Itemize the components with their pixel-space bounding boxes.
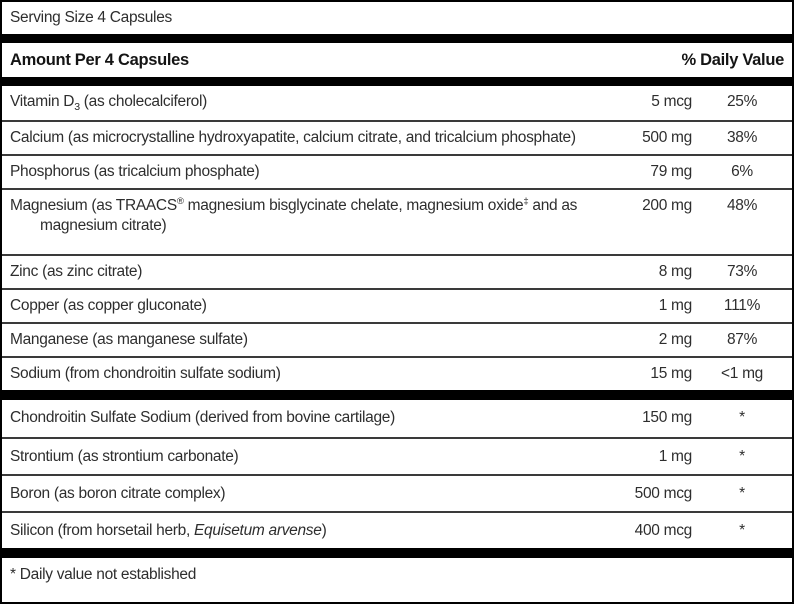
nutrient-daily-value: 87% (726, 331, 758, 348)
nutrient-name: Strontium (as strontium carbonate) (10, 448, 239, 465)
nutrient-name: Calcium (as microcrystalline hydroxyapatite, calcium citrate, and tricalcium phosphate) (10, 129, 576, 146)
nutrient-daily-value: * (739, 409, 745, 426)
amount-per-header: Amount Per 4 Capsules (10, 50, 189, 69)
section-divider-bar (2, 548, 792, 558)
nutrient-amount: 1 mg (658, 448, 692, 465)
nutrient-name: Chondroitin Sulfate Sodium (derived from bovine cartilage) (10, 409, 395, 426)
nutrient-daily-value: * (739, 522, 745, 539)
nutrient-name: Zinc (as zinc citrate) (10, 263, 143, 280)
nutrient-name: Copper (as copper gluconate) (10, 297, 207, 314)
nutrient-row (2, 400, 792, 437)
nutrient-amount: 400 mcg (634, 522, 692, 539)
serving-size-text: Serving Size 4 Capsules (10, 9, 172, 26)
nutrient-name: Sodium (from chondroitin sulfate sodium) (10, 365, 281, 382)
nutrient-name: Phosphorus (as tricalcium phosphate) (10, 163, 260, 180)
nutrient-daily-value: * (739, 448, 745, 465)
nutrient-row (2, 154, 792, 188)
nutrient-daily-value: 25% (726, 93, 758, 110)
nutrient-row (2, 511, 792, 548)
nutrient-row (2, 120, 792, 154)
nutrient-daily-value: <1 mg (720, 365, 763, 382)
nutrient-row (2, 254, 792, 288)
nutrient-name: Silicon (from horsetail herb, Equisetum arvense) (10, 522, 327, 539)
nutrient-row (2, 356, 792, 390)
nutrient-daily-value: * (739, 485, 745, 502)
nutrient-amount: 1 mg (658, 297, 692, 314)
nutrient-amount: 15 mg (650, 365, 692, 382)
footnote-text: * Daily value not established (10, 566, 197, 583)
section-divider-bar (2, 77, 792, 86)
section-divider-bar (2, 390, 792, 400)
nutrient-daily-value: 48% (726, 197, 758, 214)
nutrient-name: Vitamin $D_3$ (as cholecalciferol) (10, 93, 208, 114)
nutrient-row (2, 86, 792, 120)
nutrient-daily-value: 73% (726, 263, 758, 280)
nutrient-daily-value: 38% (726, 129, 758, 146)
nutrient-amount: 500 mg (642, 129, 692, 146)
nutrient-amount: 200 mg (642, 197, 692, 214)
daily-value-header: % Daily Value (681, 50, 784, 69)
nutrient-daily-value: 6% (731, 163, 753, 180)
nutrient-amount: 8 mg (658, 263, 692, 280)
nutrient-name: Magnesium (as TRAACS® magnesium bisglycinate chelate, magnesium oxide‡ and as magnesium citrate) (10, 195, 578, 234)
nutrient-amount: 2 mg (658, 331, 692, 348)
nutrient-amount: 500 mcg (634, 485, 692, 502)
nutrient-amount: 150 mg (642, 409, 692, 426)
nutrient-name: Manganese (as manganese sulfate) (10, 331, 248, 348)
section-divider-bar (2, 34, 792, 43)
table-header-row (2, 43, 792, 77)
nutrient-row (2, 474, 792, 511)
nutrient-row (2, 322, 792, 356)
nutrient-amount: 5 mcg (651, 93, 692, 110)
footnote-row (2, 558, 792, 602)
nutrients-section-main (2, 86, 792, 390)
nutrient-row (2, 437, 792, 474)
nutrient-daily-value: 111% (723, 297, 761, 314)
serving-size-row (2, 2, 792, 34)
nutrient-name: Boron (as boron citrate complex) (10, 485, 226, 502)
nutrient-amount: 79 mg (650, 163, 692, 180)
nutrient-row (2, 288, 792, 322)
nutrient-row (2, 188, 792, 254)
nutrients-section-other (2, 400, 792, 548)
